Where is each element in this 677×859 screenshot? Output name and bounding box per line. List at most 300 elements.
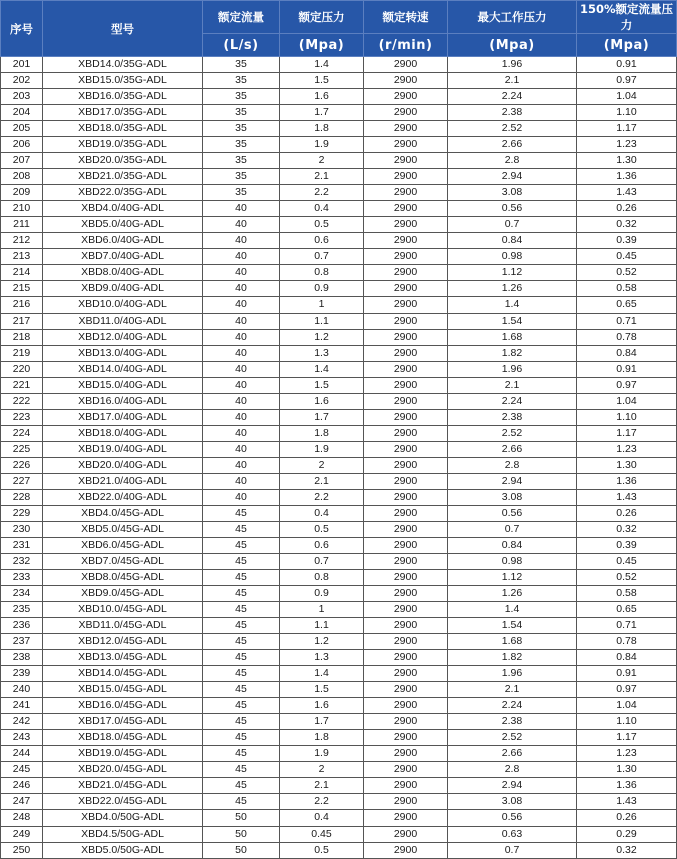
cell-pressure: 0.6 bbox=[280, 233, 364, 249]
cell-speed: 2900 bbox=[364, 233, 448, 249]
cell-speed: 2900 bbox=[364, 441, 448, 457]
table-header bbox=[1, 1, 677, 57]
table-row bbox=[1, 650, 677, 666]
cell-overflow-pressure: 1.30 bbox=[577, 153, 677, 169]
header-model: 型号 bbox=[43, 1, 203, 57]
cell-overflow-pressure: 1.23 bbox=[577, 746, 677, 762]
cell-overflow-pressure: 0.26 bbox=[577, 201, 677, 217]
cell-flow: 40 bbox=[203, 425, 280, 441]
cell-flow: 40 bbox=[203, 313, 280, 329]
cell-flow: 35 bbox=[203, 153, 280, 169]
table-row bbox=[1, 105, 677, 121]
cell-pressure: 1.7 bbox=[280, 409, 364, 425]
cell-no: 229 bbox=[1, 505, 43, 521]
cell-no: 221 bbox=[1, 377, 43, 393]
cell-no: 213 bbox=[1, 249, 43, 265]
cell-pressure: 1.3 bbox=[280, 345, 364, 361]
cell-model: XBD22.0/40G-ADL bbox=[43, 489, 203, 505]
cell-model: XBD19.0/40G-ADL bbox=[43, 441, 203, 457]
cell-model: XBD16.0/35G-ADL bbox=[43, 89, 203, 105]
cell-no: 214 bbox=[1, 265, 43, 281]
cell-max-pressure: 1.12 bbox=[448, 265, 577, 281]
cell-speed: 2900 bbox=[364, 265, 448, 281]
cell-model: XBD19.0/45G-ADL bbox=[43, 746, 203, 762]
table-row bbox=[1, 233, 677, 249]
cell-overflow-pressure: 1.17 bbox=[577, 730, 677, 746]
cell-no: 244 bbox=[1, 746, 43, 762]
cell-speed: 2900 bbox=[364, 473, 448, 489]
cell-max-pressure: 2.38 bbox=[448, 409, 577, 425]
table-row bbox=[1, 586, 677, 602]
cell-flow: 45 bbox=[203, 730, 280, 746]
cell-overflow-pressure: 1.23 bbox=[577, 441, 677, 457]
cell-no: 238 bbox=[1, 650, 43, 666]
cell-pressure: 1.8 bbox=[280, 425, 364, 441]
cell-model: XBD4.0/40G-ADL bbox=[43, 201, 203, 217]
table-row bbox=[1, 842, 677, 858]
cell-speed: 2900 bbox=[364, 249, 448, 265]
table-row bbox=[1, 329, 677, 345]
cell-overflow-pressure: 1.36 bbox=[577, 169, 677, 185]
cell-flow: 45 bbox=[203, 794, 280, 810]
cell-max-pressure: 1.82 bbox=[448, 345, 577, 361]
cell-pressure: 1.6 bbox=[280, 698, 364, 714]
cell-overflow-pressure: 0.97 bbox=[577, 377, 677, 393]
cell-max-pressure: 1.26 bbox=[448, 586, 577, 602]
cell-model: XBD4.0/50G-ADL bbox=[43, 810, 203, 826]
cell-overflow-pressure: 0.39 bbox=[577, 233, 677, 249]
cell-max-pressure: 2.94 bbox=[448, 169, 577, 185]
table-row bbox=[1, 489, 677, 505]
cell-model: XBD10.0/40G-ADL bbox=[43, 297, 203, 313]
cell-no: 245 bbox=[1, 762, 43, 778]
cell-flow: 40 bbox=[203, 489, 280, 505]
cell-no: 234 bbox=[1, 586, 43, 602]
cell-flow: 45 bbox=[203, 714, 280, 730]
cell-flow: 35 bbox=[203, 185, 280, 201]
table-row bbox=[1, 553, 677, 569]
cell-overflow-pressure: 0.84 bbox=[577, 650, 677, 666]
cell-flow: 40 bbox=[203, 473, 280, 489]
cell-pressure: 1.9 bbox=[280, 137, 364, 153]
cell-speed: 2900 bbox=[364, 489, 448, 505]
cell-max-pressure: 1.68 bbox=[448, 329, 577, 345]
cell-max-pressure: 1.26 bbox=[448, 281, 577, 297]
table-row bbox=[1, 746, 677, 762]
cell-speed: 2900 bbox=[364, 730, 448, 746]
cell-flow: 40 bbox=[203, 441, 280, 457]
cell-no: 231 bbox=[1, 537, 43, 553]
cell-flow: 35 bbox=[203, 89, 280, 105]
cell-speed: 2900 bbox=[364, 201, 448, 217]
table-row bbox=[1, 441, 677, 457]
cell-max-pressure: 2.24 bbox=[448, 89, 577, 105]
cell-model: XBD12.0/45G-ADL bbox=[43, 634, 203, 650]
cell-overflow-pressure: 1.17 bbox=[577, 425, 677, 441]
cell-no: 248 bbox=[1, 810, 43, 826]
cell-pressure: 0.4 bbox=[280, 810, 364, 826]
cell-speed: 2900 bbox=[364, 714, 448, 730]
cell-flow: 45 bbox=[203, 698, 280, 714]
cell-max-pressure: 2.94 bbox=[448, 473, 577, 489]
cell-speed: 2900 bbox=[364, 425, 448, 441]
cell-max-pressure: 0.84 bbox=[448, 233, 577, 249]
cell-no: 222 bbox=[1, 393, 43, 409]
cell-pressure: 0.5 bbox=[280, 842, 364, 858]
cell-model: XBD5.0/50G-ADL bbox=[43, 842, 203, 858]
cell-model: XBD7.0/45G-ADL bbox=[43, 553, 203, 569]
cell-overflow-pressure: 1.23 bbox=[577, 137, 677, 153]
cell-pressure: 1.7 bbox=[280, 105, 364, 121]
cell-flow: 45 bbox=[203, 634, 280, 650]
cell-pressure: 2 bbox=[280, 457, 364, 473]
cell-pressure: 1 bbox=[280, 297, 364, 313]
cell-model: XBD14.0/35G-ADL bbox=[43, 57, 203, 73]
cell-flow: 45 bbox=[203, 666, 280, 682]
cell-overflow-pressure: 1.10 bbox=[577, 409, 677, 425]
cell-no: 207 bbox=[1, 153, 43, 169]
cell-no: 218 bbox=[1, 329, 43, 345]
cell-max-pressure: 3.08 bbox=[448, 489, 577, 505]
header-pressure: 额定压力 bbox=[280, 1, 364, 34]
cell-pressure: 1.6 bbox=[280, 89, 364, 105]
cell-model: XBD12.0/40G-ADL bbox=[43, 329, 203, 345]
cell-no: 246 bbox=[1, 778, 43, 794]
table-row bbox=[1, 730, 677, 746]
cell-speed: 2900 bbox=[364, 505, 448, 521]
cell-flow: 40 bbox=[203, 249, 280, 265]
cell-overflow-pressure: 0.58 bbox=[577, 281, 677, 297]
table-row bbox=[1, 537, 677, 553]
cell-speed: 2900 bbox=[364, 521, 448, 537]
cell-flow: 35 bbox=[203, 57, 280, 73]
header-flow: 额定流量 bbox=[203, 1, 280, 34]
table-row bbox=[1, 217, 677, 233]
cell-max-pressure: 1.4 bbox=[448, 297, 577, 313]
cell-speed: 2900 bbox=[364, 89, 448, 105]
cell-flow: 40 bbox=[203, 281, 280, 297]
cell-pressure: 0.4 bbox=[280, 505, 364, 521]
table-row bbox=[1, 73, 677, 89]
cell-model: XBD14.0/40G-ADL bbox=[43, 361, 203, 377]
cell-speed: 2900 bbox=[364, 553, 448, 569]
cell-no: 247 bbox=[1, 794, 43, 810]
cell-flow: 40 bbox=[203, 409, 280, 425]
cell-no: 211 bbox=[1, 217, 43, 233]
cell-no: 249 bbox=[1, 826, 43, 842]
cell-overflow-pressure: 1.10 bbox=[577, 714, 677, 730]
header-overflow-pressure-unit: (Mpa) bbox=[577, 34, 677, 57]
cell-overflow-pressure: 0.78 bbox=[577, 329, 677, 345]
cell-flow: 45 bbox=[203, 650, 280, 666]
cell-no: 206 bbox=[1, 137, 43, 153]
cell-model: XBD16.0/40G-ADL bbox=[43, 393, 203, 409]
header-speed: 额定转速 bbox=[364, 1, 448, 34]
cell-no: 243 bbox=[1, 730, 43, 746]
cell-model: XBD22.0/45G-ADL bbox=[43, 794, 203, 810]
cell-max-pressure: 0.98 bbox=[448, 553, 577, 569]
cell-flow: 40 bbox=[203, 265, 280, 281]
cell-flow: 40 bbox=[203, 457, 280, 473]
cell-max-pressure: 1.68 bbox=[448, 634, 577, 650]
cell-no: 205 bbox=[1, 121, 43, 137]
cell-flow: 50 bbox=[203, 826, 280, 842]
cell-flow: 35 bbox=[203, 73, 280, 89]
cell-flow: 35 bbox=[203, 137, 280, 153]
cell-model: XBD17.0/45G-ADL bbox=[43, 714, 203, 730]
cell-max-pressure: 2.24 bbox=[448, 698, 577, 714]
cell-flow: 35 bbox=[203, 169, 280, 185]
cell-no: 237 bbox=[1, 634, 43, 650]
cell-overflow-pressure: 0.52 bbox=[577, 265, 677, 281]
table-row bbox=[1, 698, 677, 714]
cell-overflow-pressure: 0.65 bbox=[577, 297, 677, 313]
cell-model: XBD11.0/45G-ADL bbox=[43, 618, 203, 634]
table-row bbox=[1, 297, 677, 313]
cell-max-pressure: 0.56 bbox=[448, 810, 577, 826]
cell-pressure: 2 bbox=[280, 762, 364, 778]
cell-overflow-pressure: 0.45 bbox=[577, 249, 677, 265]
cell-no: 224 bbox=[1, 425, 43, 441]
cell-pressure: 0.6 bbox=[280, 537, 364, 553]
cell-speed: 2900 bbox=[364, 682, 448, 698]
cell-overflow-pressure: 0.32 bbox=[577, 842, 677, 858]
cell-pressure: 1.5 bbox=[280, 682, 364, 698]
cell-overflow-pressure: 1.30 bbox=[577, 762, 677, 778]
cell-model: XBD13.0/40G-ADL bbox=[43, 345, 203, 361]
cell-pressure: 0.8 bbox=[280, 265, 364, 281]
cell-speed: 2900 bbox=[364, 57, 448, 73]
cell-max-pressure: 0.56 bbox=[448, 201, 577, 217]
cell-flow: 40 bbox=[203, 393, 280, 409]
cell-max-pressure: 2.52 bbox=[448, 425, 577, 441]
cell-flow: 35 bbox=[203, 121, 280, 137]
cell-flow: 45 bbox=[203, 746, 280, 762]
cell-model: XBD13.0/45G-ADL bbox=[43, 650, 203, 666]
cell-max-pressure: 1.82 bbox=[448, 650, 577, 666]
table-row bbox=[1, 393, 677, 409]
cell-speed: 2900 bbox=[364, 778, 448, 794]
cell-speed: 2900 bbox=[364, 810, 448, 826]
cell-pressure: 1.9 bbox=[280, 746, 364, 762]
cell-model: XBD7.0/40G-ADL bbox=[43, 249, 203, 265]
cell-max-pressure: 2.8 bbox=[448, 457, 577, 473]
cell-speed: 2900 bbox=[364, 105, 448, 121]
cell-pressure: 1.6 bbox=[280, 393, 364, 409]
cell-speed: 2900 bbox=[364, 169, 448, 185]
cell-speed: 2900 bbox=[364, 185, 448, 201]
cell-model: XBD5.0/40G-ADL bbox=[43, 217, 203, 233]
cell-model: XBD21.0/40G-ADL bbox=[43, 473, 203, 489]
cell-speed: 2900 bbox=[364, 698, 448, 714]
cell-model: XBD15.0/40G-ADL bbox=[43, 377, 203, 393]
cell-max-pressure: 2.66 bbox=[448, 746, 577, 762]
cell-model: XBD6.0/45G-ADL bbox=[43, 537, 203, 553]
cell-max-pressure: 3.08 bbox=[448, 185, 577, 201]
cell-speed: 2900 bbox=[364, 217, 448, 233]
cell-no: 233 bbox=[1, 570, 43, 586]
cell-pressure: 2 bbox=[280, 153, 364, 169]
cell-overflow-pressure: 0.39 bbox=[577, 537, 677, 553]
cell-overflow-pressure: 1.10 bbox=[577, 105, 677, 121]
cell-no: 210 bbox=[1, 201, 43, 217]
cell-no: 226 bbox=[1, 457, 43, 473]
cell-overflow-pressure: 0.32 bbox=[577, 217, 677, 233]
cell-overflow-pressure: 1.04 bbox=[577, 89, 677, 105]
cell-max-pressure: 0.7 bbox=[448, 521, 577, 537]
cell-max-pressure: 0.7 bbox=[448, 842, 577, 858]
cell-model: XBD9.0/40G-ADL bbox=[43, 281, 203, 297]
cell-overflow-pressure: 1.04 bbox=[577, 698, 677, 714]
cell-overflow-pressure: 0.84 bbox=[577, 345, 677, 361]
table-row bbox=[1, 473, 677, 489]
table-row bbox=[1, 618, 677, 634]
cell-no: 208 bbox=[1, 169, 43, 185]
cell-max-pressure: 0.63 bbox=[448, 826, 577, 842]
table-row bbox=[1, 666, 677, 682]
cell-speed: 2900 bbox=[364, 762, 448, 778]
cell-speed: 2900 bbox=[364, 409, 448, 425]
table-row bbox=[1, 249, 677, 265]
cell-no: 220 bbox=[1, 361, 43, 377]
cell-max-pressure: 2.8 bbox=[448, 762, 577, 778]
table-row bbox=[1, 121, 677, 137]
cell-overflow-pressure: 0.91 bbox=[577, 666, 677, 682]
table-row bbox=[1, 505, 677, 521]
cell-pressure: 0.45 bbox=[280, 826, 364, 842]
cell-flow: 50 bbox=[203, 842, 280, 858]
header-no: 序号 bbox=[1, 1, 43, 57]
cell-no: 227 bbox=[1, 473, 43, 489]
cell-no: 215 bbox=[1, 281, 43, 297]
cell-overflow-pressure: 0.78 bbox=[577, 634, 677, 650]
cell-model: XBD21.0/45G-ADL bbox=[43, 778, 203, 794]
cell-pressure: 2.2 bbox=[280, 489, 364, 505]
cell-model: XBD5.0/45G-ADL bbox=[43, 521, 203, 537]
cell-max-pressure: 1.54 bbox=[448, 313, 577, 329]
cell-speed: 2900 bbox=[364, 666, 448, 682]
cell-max-pressure: 1.96 bbox=[448, 666, 577, 682]
header-flow-unit: (L/s) bbox=[203, 34, 280, 57]
cell-overflow-pressure: 1.43 bbox=[577, 185, 677, 201]
cell-overflow-pressure: 0.71 bbox=[577, 313, 677, 329]
cell-overflow-pressure: 0.45 bbox=[577, 553, 677, 569]
cell-speed: 2900 bbox=[364, 650, 448, 666]
cell-no: 235 bbox=[1, 602, 43, 618]
header-pressure-unit: (Mpa) bbox=[280, 34, 364, 57]
table-row bbox=[1, 265, 677, 281]
cell-pressure: 1.4 bbox=[280, 666, 364, 682]
cell-model: XBD22.0/35G-ADL bbox=[43, 185, 203, 201]
cell-no: 212 bbox=[1, 233, 43, 249]
cell-overflow-pressure: 0.26 bbox=[577, 810, 677, 826]
cell-speed: 2900 bbox=[364, 281, 448, 297]
cell-speed: 2900 bbox=[364, 794, 448, 810]
header-max-pressure: 最大工作压力 bbox=[448, 1, 577, 34]
cell-speed: 2900 bbox=[364, 842, 448, 858]
cell-no: 241 bbox=[1, 698, 43, 714]
cell-speed: 2900 bbox=[364, 73, 448, 89]
cell-pressure: 1.1 bbox=[280, 618, 364, 634]
cell-model: XBD18.0/35G-ADL bbox=[43, 121, 203, 137]
cell-flow: 45 bbox=[203, 682, 280, 698]
cell-no: 217 bbox=[1, 313, 43, 329]
table-row bbox=[1, 778, 677, 794]
cell-model: XBD16.0/45G-ADL bbox=[43, 698, 203, 714]
cell-no: 230 bbox=[1, 521, 43, 537]
cell-no: 240 bbox=[1, 682, 43, 698]
cell-overflow-pressure: 0.91 bbox=[577, 57, 677, 73]
cell-max-pressure: 2.38 bbox=[448, 714, 577, 730]
cell-no: 232 bbox=[1, 553, 43, 569]
cell-no: 201 bbox=[1, 57, 43, 73]
cell-speed: 2900 bbox=[364, 602, 448, 618]
cell-speed: 2900 bbox=[364, 329, 448, 345]
table-row bbox=[1, 714, 677, 730]
cell-no: 204 bbox=[1, 105, 43, 121]
cell-no: 250 bbox=[1, 842, 43, 858]
cell-pressure: 2.2 bbox=[280, 794, 364, 810]
cell-speed: 2900 bbox=[364, 393, 448, 409]
cell-max-pressure: 2.24 bbox=[448, 393, 577, 409]
cell-overflow-pressure: 1.36 bbox=[577, 778, 677, 794]
cell-pressure: 0.7 bbox=[280, 553, 364, 569]
cell-max-pressure: 2.1 bbox=[448, 73, 577, 89]
cell-overflow-pressure: 0.26 bbox=[577, 505, 677, 521]
cell-pressure: 0.5 bbox=[280, 217, 364, 233]
cell-pressure: 1.9 bbox=[280, 441, 364, 457]
cell-pressure: 1.8 bbox=[280, 730, 364, 746]
table-row bbox=[1, 153, 677, 169]
cell-flow: 45 bbox=[203, 537, 280, 553]
table-row bbox=[1, 794, 677, 810]
cell-no: 239 bbox=[1, 666, 43, 682]
cell-model: XBD14.0/45G-ADL bbox=[43, 666, 203, 682]
cell-max-pressure: 2.38 bbox=[448, 105, 577, 121]
cell-speed: 2900 bbox=[364, 153, 448, 169]
cell-flow: 45 bbox=[203, 762, 280, 778]
table-row bbox=[1, 201, 677, 217]
cell-overflow-pressure: 0.97 bbox=[577, 73, 677, 89]
cell-pressure: 1.1 bbox=[280, 313, 364, 329]
cell-overflow-pressure: 1.43 bbox=[577, 489, 677, 505]
cell-overflow-pressure: 1.36 bbox=[577, 473, 677, 489]
cell-model: XBD4.0/45G-ADL bbox=[43, 505, 203, 521]
cell-model: XBD8.0/40G-ADL bbox=[43, 265, 203, 281]
cell-max-pressure: 1.4 bbox=[448, 602, 577, 618]
cell-no: 236 bbox=[1, 618, 43, 634]
cell-speed: 2900 bbox=[364, 313, 448, 329]
cell-model: XBD19.0/35G-ADL bbox=[43, 137, 203, 153]
cell-overflow-pressure: 0.71 bbox=[577, 618, 677, 634]
cell-speed: 2900 bbox=[364, 746, 448, 762]
cell-model: XBD18.0/45G-ADL bbox=[43, 730, 203, 746]
cell-model: XBD4.5/50G-ADL bbox=[43, 826, 203, 842]
cell-pressure: 2.1 bbox=[280, 473, 364, 489]
table-row bbox=[1, 457, 677, 473]
cell-flow: 45 bbox=[203, 570, 280, 586]
cell-flow: 45 bbox=[203, 778, 280, 794]
cell-pressure: 0.8 bbox=[280, 570, 364, 586]
cell-overflow-pressure: 0.65 bbox=[577, 602, 677, 618]
cell-max-pressure: 2.52 bbox=[448, 121, 577, 137]
cell-max-pressure: 1.12 bbox=[448, 570, 577, 586]
cell-flow: 45 bbox=[203, 586, 280, 602]
cell-pressure: 1.5 bbox=[280, 73, 364, 89]
cell-speed: 2900 bbox=[364, 361, 448, 377]
cell-pressure: 0.4 bbox=[280, 201, 364, 217]
cell-speed: 2900 bbox=[364, 345, 448, 361]
